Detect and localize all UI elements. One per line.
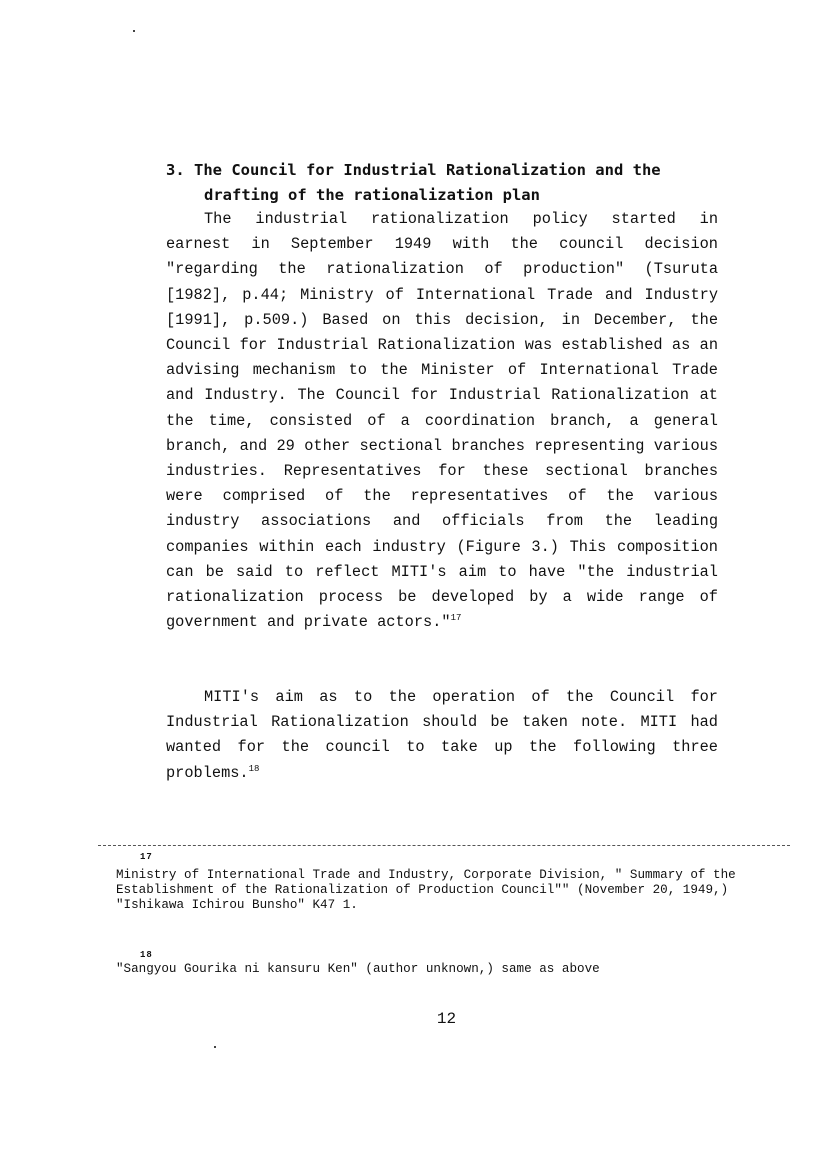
paragraph-2-text: MITI's aim as to the operation of the Council for Industrial Rationalization should be taken note. MITI had wanted for the council to take up the following three problems. bbox=[166, 688, 718, 782]
section-title-line2: drafting of the rationalization plan bbox=[204, 186, 540, 204]
footnote-17-text: Ministry of International Trade and Industry, Corporate Division, " Summary of the Establishment of the Rationalization of Production Council"" (November 20, 1949,) "Ishikawa Ichirou Bunsho" K47 1. bbox=[116, 868, 736, 912]
paragraph-2 bbox=[166, 685, 718, 786]
footnote-ref-18[interactable]: 18 bbox=[248, 763, 260, 774]
paragraph-1 bbox=[166, 207, 718, 635]
section-title-line1: The Council for Industrial Rationalization and the bbox=[194, 161, 661, 179]
footnote-separator bbox=[98, 845, 790, 846]
paragraph-1-text: The industrial rationalization policy started in earnest in September 1949 with the council decision "regarding the rationalization of production" (Tsuruta [1982], p.44; Ministry of International Trade and Industry [1991], p.509.) Based on this decision, in December, the Council for Industrial Rationalization was established as an advising mechanism to the Minister of International Trade and Industry. The Council for Industrial Rationalization at the time, consisted of a coordination branch, a general branch, and 29 other sectional branches representing various industries. Representatives for these sectional branches were comprised of the representatives of the various industry associations and officials from the leading companies within each industry (Figure 3.) This composition can be said to reflect MITI's aim to have "the industrial rationalization process be developed by a wide range of government and private actors." bbox=[166, 210, 718, 632]
page-number: 12 bbox=[436, 1010, 457, 1028]
footnote-18-text: "Sangyou Gourika ni kansuru Ken" (author unknown,) same as above bbox=[116, 962, 600, 976]
section-number: 3. bbox=[166, 161, 185, 179]
footnote-ref-17[interactable]: 17 bbox=[450, 613, 462, 624]
section-heading bbox=[166, 158, 726, 208]
footnote-18-mark: 18 bbox=[140, 950, 153, 960]
scan-speck bbox=[133, 30, 135, 32]
footnote-17-mark: 17 bbox=[140, 852, 153, 862]
scan-speck bbox=[214, 1046, 216, 1048]
